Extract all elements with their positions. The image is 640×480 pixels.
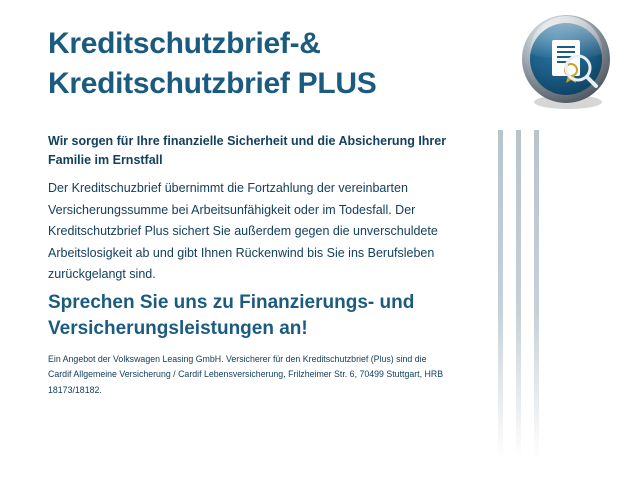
subtitle: Wir sorgen für Ihre finanzielle Sicherheit und die Absicherung Ihrer Familie im Ernstfall (48, 134, 447, 168)
decorative-stripes (498, 130, 576, 460)
body-paragraph: Der Kreditschuzbrief übernimmt die Fortzahlung der vereinbarten Versicherungssumme bei Arbeitsunfähigkeit oder im Todesfall. Der Kreditschutzbrief Plus sichert Sie außerdem gegen die unverschuldete Arbeitslosigkeit ab und gibt Ihnen Rückenwind bis Sie ins Berufsleben zurückgelangt sind. (48, 181, 438, 281)
page-title (48, 24, 468, 103)
stripe-1 (498, 130, 503, 460)
certificate-seal-icon (516, 12, 616, 112)
cta-line-2: Versicherungsleistungen an! (48, 317, 308, 339)
title-line-2: Kreditschutzbrief PLUS (48, 66, 377, 100)
stripe-2 (516, 130, 521, 460)
title-line-1: Kreditschutzbrief-& (48, 27, 321, 60)
call-to-action (48, 290, 468, 341)
legal-disclaimer: Ein Angebot der Volkswagen Leasing GmbH. Versicherer für den Kreditschutzbrief (Plus) sind die Cardif Allgemeine Versicherung / Cardif Lebensversicherung, Frilzheimer Str. 6, 70499 Stuttgart, HRB 18173/18182. (48, 354, 444, 395)
cta-line-1: Sprechen Sie uns zu Finanzierungs- und (48, 292, 415, 313)
stripe-3 (534, 130, 539, 460)
